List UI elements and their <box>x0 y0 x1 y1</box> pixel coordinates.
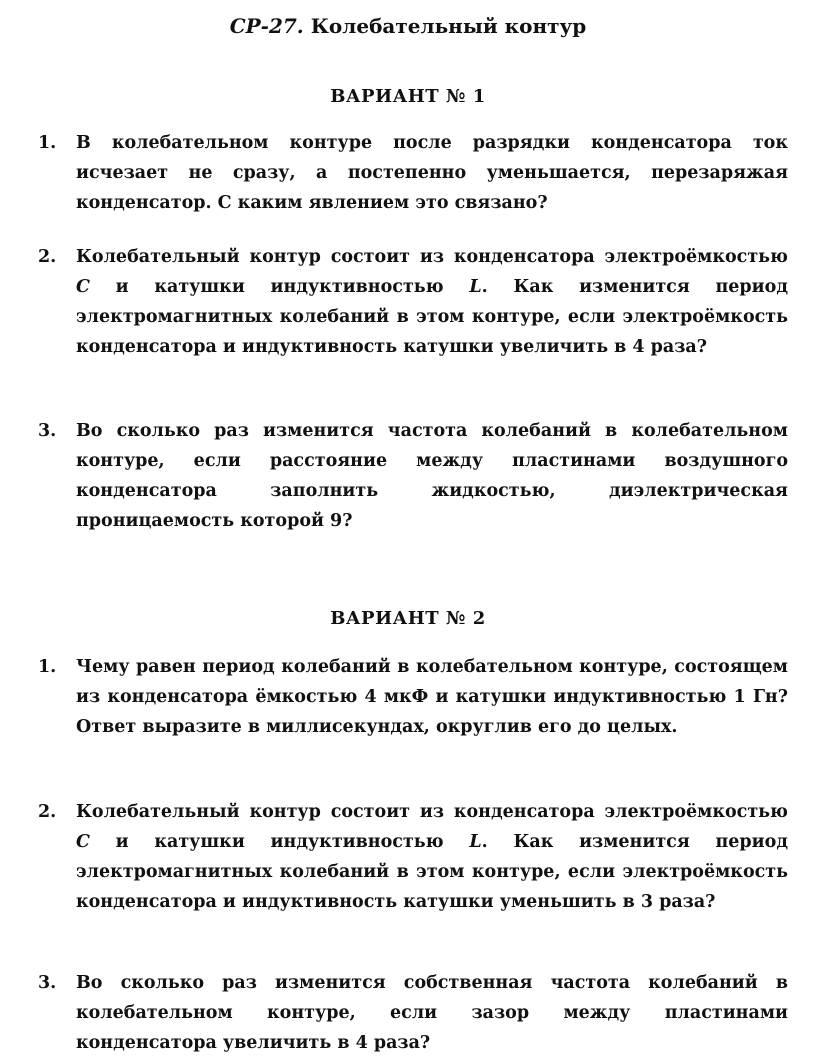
title-code: СР-27. <box>229 14 304 38</box>
variant-2-task-2 <box>38 797 788 917</box>
task-text: Чему равен период колебаний в колебательном контуре, состоящем из конденсатора ёмкостью 4 мкФ и катушки индуктивностью 1 Гн? Ответ выразите в миллисекундах, округлив его до целых. <box>76 657 788 737</box>
task-text-part: Колебательный контур состоит из конденсатора электроёмкостью <box>76 802 788 822</box>
variant-1-task-3 <box>38 416 788 536</box>
task-number: 1. <box>38 133 57 153</box>
variant-2-task-3 <box>38 968 788 1058</box>
task-text <box>76 242 788 362</box>
task-text-part: . Как изменится период электромагнитных колебаний в этом контуре, если электроёмкость конденсатора и индуктивность катушки уменьшить в 3 раза? <box>76 832 788 912</box>
variant-1-heading: ВАРИАНТ № 1 <box>330 86 486 107</box>
task-text: Во сколько раз изменится собственная частота колебаний в колебательном контуре, если зазор между пластинами конденсатора увеличить в 4 раза? <box>76 973 788 1053</box>
variant-1-task-1 <box>38 128 788 218</box>
task-text: Во сколько раз изменится частота колебаний в колебательном контуре, если расстояние между пластинами воздушного конденсатора заполнить жидкостью, диэлектрическая проницаемость которой 9? <box>76 421 788 531</box>
task-text-part: и катушки индуктивностью <box>89 832 470 852</box>
task-text <box>76 797 788 917</box>
capacitance-symbol: C <box>76 832 90 852</box>
task-text-part: и катушки индуктивностью <box>89 277 470 297</box>
variant-2-heading: ВАРИАНТ № 2 <box>330 608 486 629</box>
task-number: 1. <box>38 657 57 677</box>
task-text-part: Колебательный контур состоит из конденсатора электроёмкостью <box>76 247 788 267</box>
capacitance-symbol: C <box>76 277 90 297</box>
task-number: 3. <box>38 421 57 441</box>
variant-1-task-2 <box>38 242 788 362</box>
page-title <box>0 14 816 38</box>
task-number: 3. <box>38 973 57 993</box>
task-number: 2. <box>38 802 57 822</box>
inductance-symbol: L <box>469 832 482 852</box>
title-text: Колебательный контур <box>310 14 587 38</box>
task-text-part: . Как изменится период электромагнитных колебаний в этом контуре, если электроёмкость конденсатора и индуктивность катушки увеличить в 4 раза? <box>76 277 788 357</box>
inductance-symbol: L <box>469 277 482 297</box>
task-number: 2. <box>38 247 57 267</box>
task-text: В колебательном контуре после разрядки конденсатора ток исчезает не сразу, а постепенно уменьшается, перезаряжая конденсатор. С каким явлением это связано? <box>76 133 788 213</box>
variant-2-task-1 <box>38 652 788 742</box>
